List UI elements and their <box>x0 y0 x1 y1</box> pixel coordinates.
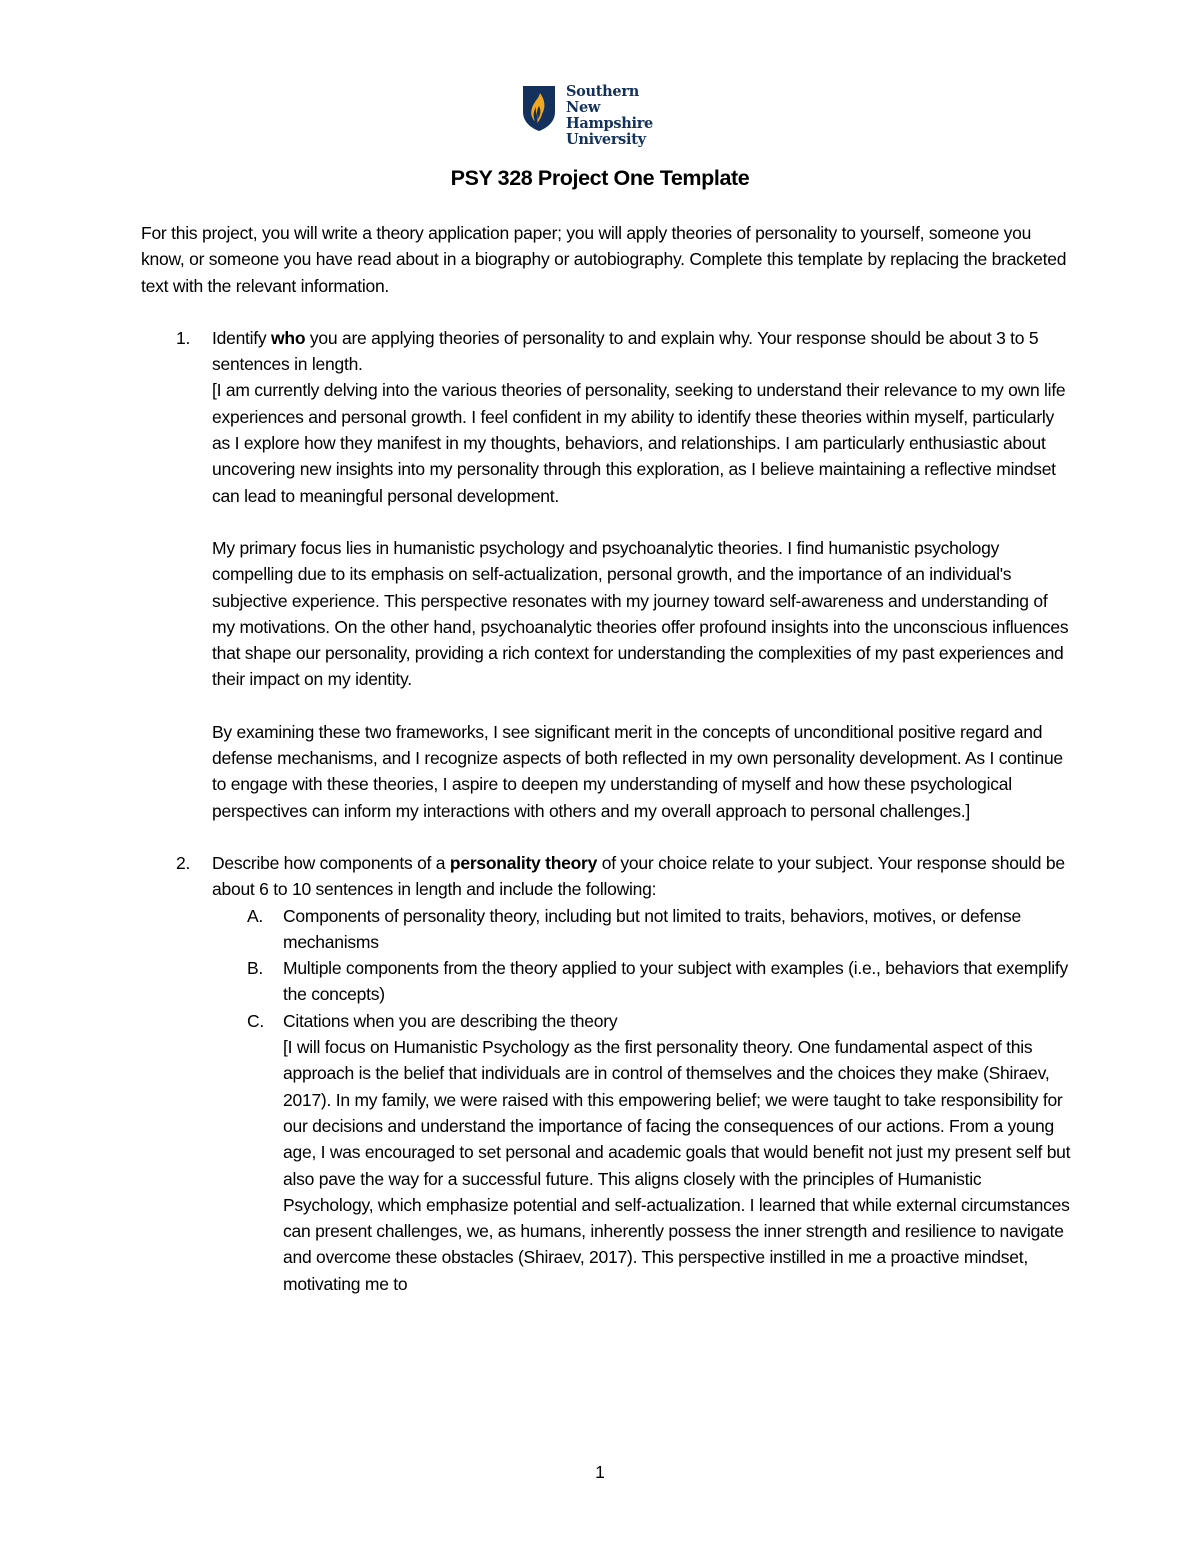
list-item-letter: A. <box>247 905 264 926</box>
question-2 <box>141 850 1071 1297</box>
flame-shield-icon <box>521 84 557 132</box>
q1-prompt-post: you are applying theories of personality to and explain why. Your response should be about 3 to 5 sentences in length. <box>212 327 1039 375</box>
logo-wordmark <box>566 84 691 148</box>
question-1-number: 1. <box>176 327 191 348</box>
logo-line-3: University <box>566 131 646 148</box>
q2-prompt-bold: personality theory <box>449 852 598 873</box>
list-item <box>212 1008 1071 1297</box>
question-2-number: 2. <box>176 852 191 873</box>
list-item-text: Multiple components from the theory applied to your subject with examples (i.e., behaviors that exemplify the concepts) <box>283 958 1068 1005</box>
page-number: 1 <box>595 1462 605 1482</box>
q2-prompt-pre: Describe how components of a <box>212 852 450 873</box>
q1-prompt-bold: who <box>271 327 306 348</box>
question-2-prompt <box>212 850 1071 903</box>
q1-prompt-pre: Identify <box>212 327 272 348</box>
question-1-prompt <box>212 325 1071 378</box>
q1-answer-paragraph-3: By examining these two frameworks, I see significant merit in the concepts of unconditional positive regard and defense mechanisms, and I recognize aspects of both reflected in my own personality development. As I continue to engage with these theories, I aspire to deepen my understanding of myself and how these psychological perspectives can inform my interactions with others and my overall approach to personal challenges.] <box>212 721 1063 821</box>
list-item <box>212 903 1071 956</box>
question-1 <box>141 325 1071 824</box>
university-logo <box>521 83 691 148</box>
q2-requirements-list <box>212 903 1071 1297</box>
list-item-text: Components of personality theory, including but not limited to traits, behaviors, motives, or defense mechanisms <box>283 905 1022 952</box>
list-item-letter: C. <box>247 1010 264 1031</box>
q2-answer-paragraph: [I will focus on Humanistic Psychology as the first personality theory. One fundamental aspect of this approach is the belief that individuals are in control of themselves and the choices they make (Shiraev, 2017). In my family, we were raised with this empowering belief; we were taught to take responsibility for our decisions and understand the importance of facing the consequences of our actions. From a young age, I was encouraged to set personal and academic goals that would benefit not just my present self but also pave the way for a successful future. This aligns closely with the principles of Humanistic Psychology, which emphasize potential and self-actualization. I learned that while external circumstances can present challenges, we, as humans, inherently possess the inner strength and resilience to navigate and overcome these obstacles (Shiraev, 2017). This perspective instilled in me a proactive mindset, motivating me to <box>283 1037 1071 1294</box>
document-body <box>141 220 1071 1297</box>
logo-line-1: Southern <box>566 83 639 100</box>
q1-answer-paragraph-2: My primary focus lies in humanistic psychology and psychoanalytic theories. I find humanistic psychology compelling due to its emphasis on self-actualization, personal growth, and the importance of an individual's subjective experience. This perspective resonates with my journey toward self-awareness and understanding of my motivations. On the other hand, psychoanalytic theories offer profound insights into the unconscious influences that shape our personality, providing a rich context for understanding the complexities of my past experiences and their impact on my identity. <box>212 537 1069 690</box>
q2-prompt-post: of your choice relate to your subject. Your response should be about 6 to 10 sentences in length and include the following: <box>212 852 1065 900</box>
q1-answer-paragraph-1: [I am currently delving into the various theories of personality, seeking to understand their relevance to my own life experiences and personal growth. I feel confident in my ability to identify these theories within myself, particularly as I explore how they manifest in my thoughts, behaviors, and relationships. I am particularly enthusiastic about uncovering new insights into my personality through this exploration, as I believe maintaining a reflective mindset can lead to meaningful personal development. <box>212 380 1066 506</box>
list-item-text: Citations when you are describing the theory <box>283 1010 618 1031</box>
list-item <box>212 955 1071 1008</box>
logo-line-2: New Hampshire <box>566 99 653 132</box>
page-title: PSY 328 Project One Template <box>450 166 750 190</box>
intro-paragraph: For this project, you will write a theory application paper; you will apply theories of personality to yourself, someone you know, or someone you have read about in a biography or autobiography. Complete this template by replacing the bracketed text with the relevant information. <box>141 223 1067 296</box>
list-item-letter: B. <box>247 958 264 979</box>
